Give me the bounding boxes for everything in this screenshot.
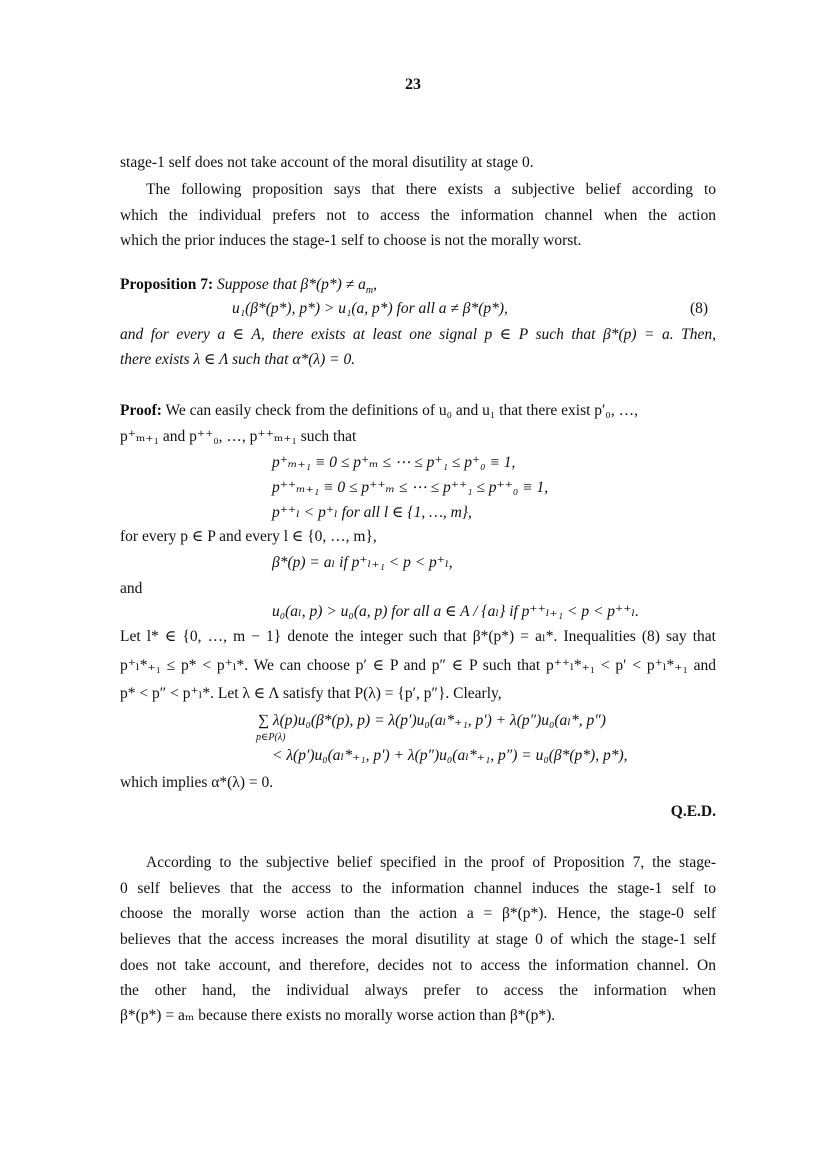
proof-line: for every p ∈ P and every l ∈ {0, …, m}, <box>120 528 377 545</box>
paragraph-line: does not take account, and therefore, decides not to access the information channel. On <box>120 957 716 974</box>
proposition-label: Proposition 7: <box>120 276 214 293</box>
proposition-heading <box>120 276 377 297</box>
proposition-text: Suppose that β*(p*) ≠ a <box>217 276 366 293</box>
page-number: 23 <box>405 76 421 93</box>
proof-text: We can easily check from the definitions of u₀ and u₁ that there exist p′₀, …, <box>165 402 638 419</box>
proof-label: Proof: <box>120 402 162 419</box>
proof-line: and <box>120 580 143 597</box>
paragraph-line: The following proposition says that there exists a subjective belief according to <box>146 181 716 198</box>
equation-number: (8) <box>690 300 709 317</box>
paragraph-line: According to the subjective belief specified in the proof of Proposition 7, the stage- <box>146 854 716 871</box>
proof-line: which implies α*(λ) = 0. <box>120 774 274 791</box>
summation-subscript: p∈P(λ) <box>256 732 286 743</box>
paragraph-line: which the prior induces the stage-1 self to choose is not the morally worst. <box>120 232 582 249</box>
equation-8: u₁(β*(p*), p*) > u₁(a, p*) for all a ≠ β*(p*), <box>232 300 508 317</box>
proof-line: p* < p″ < p⁺ₗ*. Let λ ∈ Λ satisfy that P(λ) = {p′, p″}. Clearly, <box>120 685 502 702</box>
proposition-line: there exists λ ∈ Λ such that α*(λ) = 0. <box>120 351 356 368</box>
paragraph-line: believes that the access increases the moral disutility at stage 0 of which the stage-1 self <box>120 931 716 948</box>
proposition-subscript: m <box>365 285 374 297</box>
paragraph-line: stage-1 self does not take account of the moral disutility at stage 0. <box>120 154 534 171</box>
proof-equation: p⁺⁺ₘ₊₁ ≡ 0 ≤ p⁺⁺ₘ ≤ ⋯ ≤ p⁺⁺₁ ≤ p⁺⁺₀ ≡ 1, <box>272 479 549 496</box>
paragraph-line: choose the morally worse action than the action a = β*(p*). Hence, the stage-0 self <box>120 905 716 922</box>
proof-equation: p⁺⁺ₗ < p⁺ₗ for all l ∈ {1, …, m}, <box>272 504 472 521</box>
proof-equation: u₀(aₗ, p) > u₀(a, p) for all a ∈ A / {aₗ} if p⁺⁺ₗ₊₁ < p < p⁺⁺ₗ. <box>272 603 640 620</box>
paragraph-line: 0 self believes that the access to the information channel induces the stage-1 self to <box>120 880 716 897</box>
paragraph-line: β*(p*) = aₘ because there exists no morally worse action than β*(p*). <box>120 1007 556 1024</box>
proof-equation: ∑ λ(p)u₀(β*(p), p) = λ(p′)u₀(aₗ*₊₁, p′) + λ(p″)u₀(aₗ*, p″) <box>258 712 606 729</box>
proof-equation: p⁺ₘ₊₁ ≡ 0 ≤ p⁺ₘ ≤ ⋯ ≤ p⁺₁ ≤ p⁺₀ ≡ 1, <box>272 454 516 471</box>
proof-line: p⁺ₗ*₊₁ ≤ p* < p⁺ₗ*. We can choose p′ ∈ P and p″ ∈ P such that p⁺⁺ₗ*₊₁ < p′ < p⁺ₗ*₊₁ and <box>120 657 716 674</box>
paragraph-line: which the individual prefers not to access the information channel when the action <box>120 207 716 224</box>
proposition-text-end: , <box>373 276 377 293</box>
proof-line: p⁺ₘ₊₁ and p⁺⁺₀, …, p⁺⁺ₘ₊₁ such that <box>120 428 357 445</box>
paragraph-line: the other hand, the individual always prefer to access the information when <box>120 982 716 999</box>
proposition-line: and for every a ∈ A, there exists at least one signal p ∈ P such that β*(p) = a. Then, <box>120 326 716 343</box>
proof-line: Let l* ∈ {0, …, m − 1} denote the integer such that β*(p*) = aₗ*. Inequalities (8) say that <box>120 628 716 645</box>
proof-equation: < λ(p′)u₀(aₗ*₊₁, p′) + λ(p″)u₀(aₗ*₊₁, p″) = u₀(β*(p*), p*), <box>272 747 628 764</box>
proof-line <box>120 402 638 420</box>
qed-mark: Q.E.D. <box>670 803 716 820</box>
proof-equation: β*(p) = aₗ if p⁺ₗ₊₁ < p < p⁺ₗ, <box>272 554 453 571</box>
